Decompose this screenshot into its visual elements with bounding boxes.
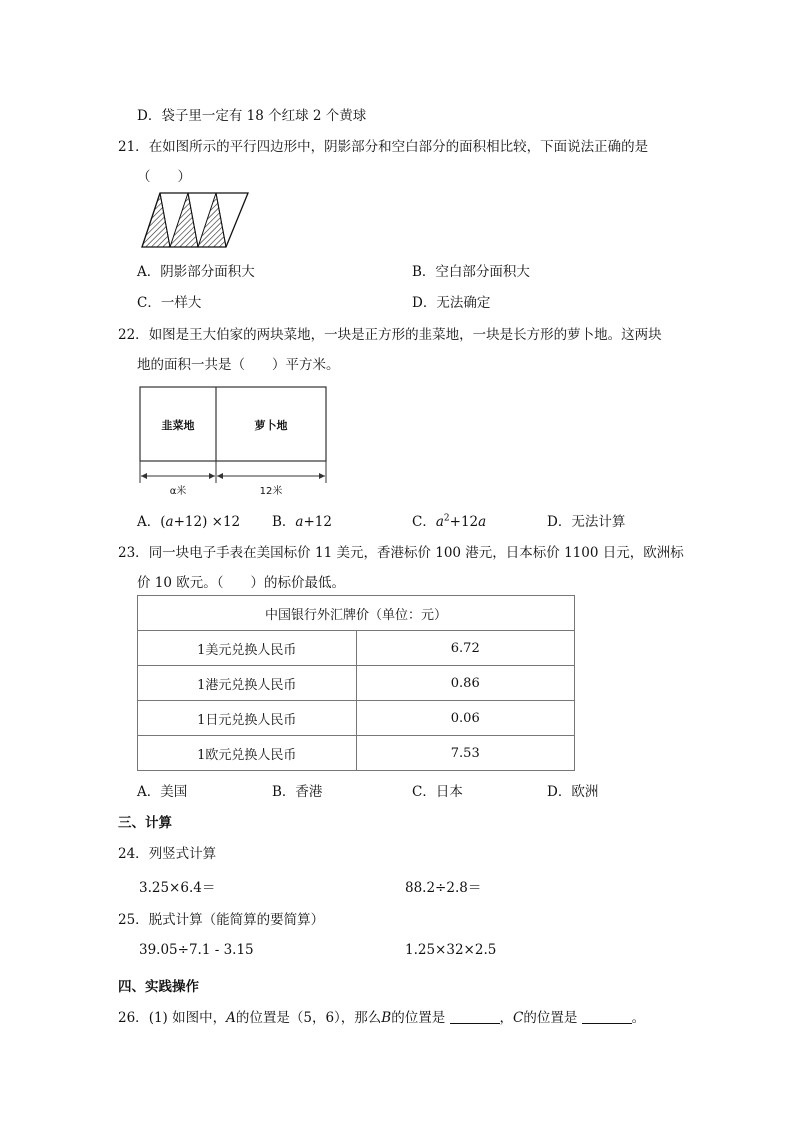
shaded-triangles <box>142 193 226 247</box>
q23-option-d: D．欧洲 <box>547 784 599 800</box>
rate-value: 7.53 <box>356 736 575 771</box>
q22-option-d: D．无法计算 <box>547 514 626 530</box>
question-22-stem <box>118 323 662 343</box>
radish-plot-label: 萝卜地 <box>254 419 288 432</box>
dimension-label-a: α米 <box>169 486 187 497</box>
currency-label: 1欧元兑换人民币 <box>138 736 357 771</box>
question-23-stem-line2: 价 10 欧元。（ ）的标价最低。 <box>137 575 346 591</box>
section-title-practice: 四、实践操作 <box>118 979 199 995</box>
q25-item-2: 1.25×32×2.5 <box>405 942 497 958</box>
q21-option-b: B．空白部分面积大 <box>412 264 530 280</box>
question-23-stem <box>118 541 684 561</box>
q23-option-a: A．美国 <box>137 784 188 800</box>
q24-item-1: 3.25×6.4＝ <box>139 880 216 896</box>
q21-option-d: D．无法确定 <box>412 295 491 311</box>
dimension-arrow-a <box>141 473 215 479</box>
q23-option-c: C．日本 <box>412 784 463 800</box>
dimension-label-12: 12米 <box>259 486 283 497</box>
table-row <box>138 701 575 736</box>
rate-value: 0.06 <box>356 701 575 736</box>
question-text: 列竖式计算 <box>148 846 217 862</box>
answer-parentheses: （ ） <box>137 169 191 185</box>
question-number: 26． <box>118 1010 149 1026</box>
table-title: 中国银行外汇牌价（单位：元） <box>138 596 575 631</box>
table-row <box>138 631 575 666</box>
table-row <box>138 736 575 771</box>
question-number: 24． <box>118 846 149 862</box>
q23-option-b: B．香港 <box>272 784 323 800</box>
answer-blank-b[interactable] <box>450 1009 500 1024</box>
parallelogram-figure <box>140 190 252 250</box>
rate-value: 6.72 <box>356 631 575 666</box>
currency-label: 1港元兑换人民币 <box>138 666 357 701</box>
q22-option-b: B．a+12 <box>272 514 332 530</box>
q22-option-c: C．$a^2+12a$ <box>412 513 487 530</box>
dimension-arrow-12 <box>217 473 325 479</box>
q21-option-a: A．阴影部分面积大 <box>137 264 255 280</box>
q21-option-c: C．一样大 <box>137 295 202 311</box>
question-25-stem <box>118 908 324 928</box>
question-26-stem: 26．(1) 如图中，A的位置是（5，6），那么B的位置是 ，C的位置是 。 <box>118 1010 646 1026</box>
vegetable-plots-figure <box>137 385 329 500</box>
question-text: 同一块电子手表在美国标价 11 美元，香港标价 100 港元，日本标价 1100 日元，欧洲标 <box>148 545 684 561</box>
question-22-stem-line2: 地的面积一共是（ ）平方米。 <box>137 357 340 373</box>
q20-option-d: D．袋子里一定有 18 个红球 2 个黄球 <box>137 108 367 124</box>
question-text: 在如图所示的平行四边形中，阴影部分和空白部分的面积相比较，下面说法正确的是 <box>148 139 649 155</box>
question-text: 如图是王大伯家的两块菜地，一块是正方形的韭菜地，一块是长方形的萝卜地。这两块 <box>148 327 662 343</box>
question-number: 25． <box>118 912 149 928</box>
question-number: 23． <box>118 545 149 561</box>
section-title-calculation: 三、计算 <box>118 815 172 831</box>
currency-label: 1美元兑换人民币 <box>138 631 357 666</box>
q25-item-1: 39.05÷7.1 - 3.15 <box>139 942 254 958</box>
question-24-stem <box>118 842 216 862</box>
table-row <box>138 666 575 701</box>
question-number: 22． <box>118 327 149 343</box>
rate-value: 0.86 <box>356 666 575 701</box>
question-21-stem <box>118 135 648 155</box>
q24-item-2: 88.2÷2.8＝ <box>405 880 482 896</box>
answer-blank-c[interactable] <box>582 1009 632 1024</box>
chive-plot-label: 韭菜地 <box>161 419 195 432</box>
question-text: 脱式计算（能简算的要简算） <box>148 912 325 928</box>
q22-option-a: A．(a+12) ×12 <box>137 514 241 530</box>
question-number: 21． <box>118 139 149 155</box>
exchange-rate-table <box>137 595 575 771</box>
currency-label: 1日元兑换人民币 <box>138 701 357 736</box>
